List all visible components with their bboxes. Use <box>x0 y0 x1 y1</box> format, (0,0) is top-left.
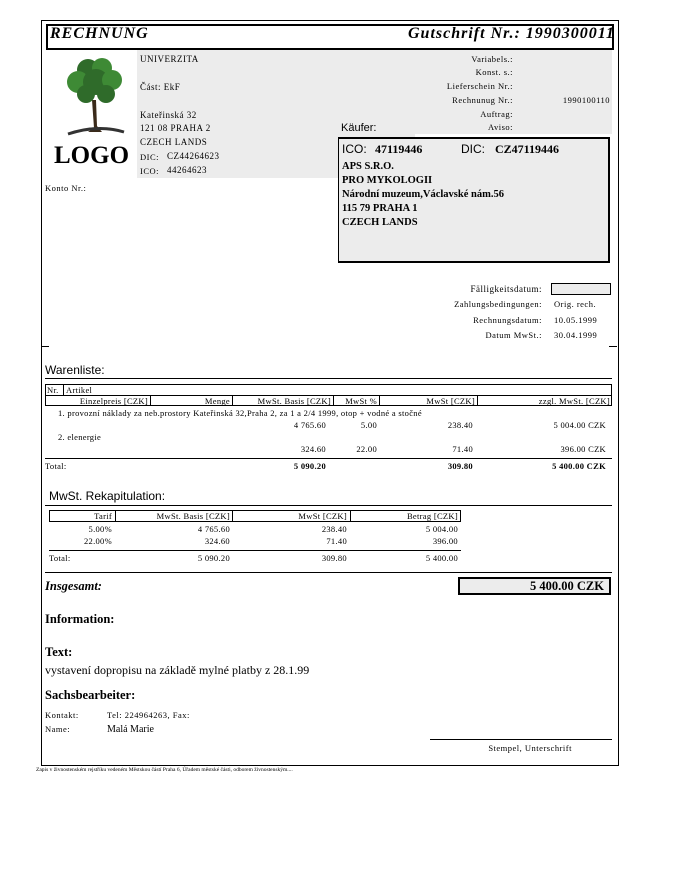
recap-col-amount: Betrag [CZK] <box>406 511 458 521</box>
item-1-total: 5 004.00 CZK <box>553 420 606 430</box>
sender-line-1: UNIVERZITA <box>140 54 199 64</box>
recap-row-1-tarif: 5.00% <box>88 524 112 534</box>
recap-row-2-basis: 324.60 <box>204 536 230 546</box>
recap-col-rule-3 <box>350 510 351 522</box>
grand-total-rule <box>45 572 612 573</box>
buyer-ico: 47119446 <box>375 142 423 156</box>
invoice-number: 1990100110 <box>562 95 610 105</box>
col-unit-price: Einzelpreis [CZK] <box>79 396 148 406</box>
information-label: Information: <box>45 612 115 626</box>
item-2-tax: 71.40 <box>452 444 473 454</box>
buyer-line-5: CZECH LANDS <box>342 217 418 228</box>
items-subhead-rule-4 <box>379 395 380 406</box>
name-label: Name: <box>45 724 71 734</box>
item-2-total: 396.00 CZK <box>560 444 606 454</box>
recap-total-amount: 5 400.00 <box>425 553 458 563</box>
tree-logo-icon <box>58 56 130 138</box>
recap-row-2-tarif: 22.00% <box>83 536 112 546</box>
sender-dic: CZ44264623 <box>167 151 220 161</box>
ref-label-4: Rechnunug Nr.: <box>452 95 513 105</box>
item-1-pct: 5.00 <box>360 420 377 430</box>
items-heading: Warenliste: <box>45 363 105 377</box>
invoice-date-label: Rechnungsdatum: <box>473 315 542 325</box>
item-2-basis: 324.60 <box>300 444 326 454</box>
col-tax-basis: MwSt. Basis [CZK] <box>257 396 331 406</box>
clerk-heading: Sachsbearbeiter: <box>45 688 136 702</box>
sender-line-3: Část: EkF <box>140 82 181 92</box>
grand-total-label: Insgesamt: <box>45 579 102 593</box>
invoice-date-value: 10.05.1999 <box>554 315 598 325</box>
recap-row-1-basis: 4 765.60 <box>197 524 230 534</box>
contact-value: Tel: 224964263, Fax: <box>107 710 190 720</box>
items-total-basis: 5 090.20 <box>293 461 326 471</box>
konto-label: Konto Nr.: <box>45 183 87 193</box>
ref-label-2: Konst. s.: <box>475 67 513 77</box>
name-value: Malá Marie <box>107 724 154 735</box>
text-label: Text: <box>45 645 73 659</box>
buyer-ico-label: ICO: <box>342 142 367 156</box>
due-date-label: Fälligkeitsdatum: <box>470 284 542 294</box>
due-date-field <box>551 283 611 295</box>
recap-col-rule-2 <box>232 510 233 522</box>
recap-total-tax: 309.80 <box>321 553 347 563</box>
items-subhead-rule-5 <box>477 395 478 406</box>
col-quantity: Menge <box>204 396 230 406</box>
item-2-pct: 22.00 <box>356 444 377 454</box>
items-subhead-rule-1 <box>150 395 151 406</box>
items-subhead-rule-3 <box>333 395 334 406</box>
item-2-desc: 2. elenergie <box>58 432 102 442</box>
fold-mark-left <box>41 346 49 347</box>
items-total-rule <box>45 458 612 459</box>
items-total-tax: 309.80 <box>447 461 473 471</box>
payment-terms-label: Zahlungsbedingungen: <box>454 299 542 309</box>
recap-col-basis: MwSt. Basis [CZK] <box>156 511 230 521</box>
recap-row-1-tax: 238.40 <box>321 524 347 534</box>
sender-line-5: Kateřinská 32 <box>140 110 197 120</box>
col-total: zzgl. MwSt. [CZK] <box>538 396 610 406</box>
tax-date-label: Datum MwSt.: <box>485 330 542 340</box>
buyer-line-3: Národní muzeum,Václavské nám.56 <box>342 189 504 200</box>
ref-label-3: Lieferschein Nr.: <box>446 81 513 91</box>
fold-mark-right <box>609 346 617 347</box>
sender-ico: 44264623 <box>167 165 207 175</box>
recap-total-label: Total: <box>49 553 71 563</box>
sender-ico-label: ICO: <box>140 166 159 176</box>
col-nr: Nr. <box>47 385 59 395</box>
buyer-dic-label: DIC: <box>461 142 485 156</box>
item-1-desc: 1. provozní náklady za neb.prostory Kateřinská 32,Praha 2, za 1 a 2/4 1999, otop + vodné a stočné <box>58 408 422 418</box>
buyer-heading: Käufer: <box>341 122 377 134</box>
col-tax-pct: MwSt % <box>345 396 377 406</box>
col-article: Artikel <box>66 385 93 395</box>
items-header-col-rule <box>63 384 64 395</box>
recap-col-tax: MwSt [CZK] <box>298 511 347 521</box>
invoice-title: RECHNUNG <box>50 25 149 42</box>
ref-label-5: Auftrag: <box>480 109 513 119</box>
items-subhead-rule-2 <box>232 395 233 406</box>
ref-label-6: Aviso: <box>487 122 513 132</box>
item-1-tax: 238.40 <box>447 420 473 430</box>
sender-dic-label: DIC: <box>140 152 159 162</box>
buyer-line-2: PRO MYKOLOGII <box>342 175 433 186</box>
item-1-basis: 4 765.60 <box>293 420 326 430</box>
tax-date-value: 30.04.1999 <box>554 330 598 340</box>
logo-text: LOGO <box>54 142 130 169</box>
recap-col-rule-1 <box>115 510 116 522</box>
payment-terms-value: Orig. rech. <box>554 299 597 309</box>
recap-total-basis: 5 090.20 <box>197 553 230 563</box>
buyer-line-1: APS S.R.O. <box>342 161 394 172</box>
recap-row-1-amount: 5 004.00 <box>425 524 458 534</box>
sender-line-6: 121 08 PRAHA 2 <box>140 123 211 133</box>
recap-heading: MwSt. Rekapitulation: <box>49 489 166 503</box>
credit-note-number: Gutschrift Nr.: 1990300011 <box>408 25 615 42</box>
footer-note: Zapis v živnostenském rejstříku vedeném Městskou částí Praha 6, Úřadem městské části, odborem živnostenským.... <box>36 767 293 773</box>
signature-line <box>430 739 612 740</box>
items-total-sum: 5 400.00 CZK <box>552 461 606 471</box>
recap-total-rule <box>49 550 461 551</box>
items-rule <box>45 378 612 379</box>
recap-row-2-amount: 396.00 <box>432 536 458 546</box>
buyer-line-4: 115 79 PRAHA 1 <box>342 203 418 214</box>
col-tax: MwSt [CZK] <box>426 396 475 406</box>
recap-col-tarif: Tarif <box>94 511 112 521</box>
sender-line-7: CZECH LANDS <box>140 137 208 147</box>
grand-total-value: 5 400.00 CZK <box>530 579 604 593</box>
text-value: vystavení dopropisu na základě mylné platby z 28.1.99 <box>45 663 310 677</box>
buyer-dic: CZ47119446 <box>495 142 560 156</box>
items-total-label: Total: <box>45 461 67 471</box>
ref-label-1: Variabels.: <box>471 54 513 64</box>
recap-rule <box>45 505 612 506</box>
recap-row-2-tax: 71.40 <box>326 536 347 546</box>
stamp-label: Stempel, Unterschrift <box>488 743 572 753</box>
contact-label: Kontakt: <box>45 710 79 720</box>
